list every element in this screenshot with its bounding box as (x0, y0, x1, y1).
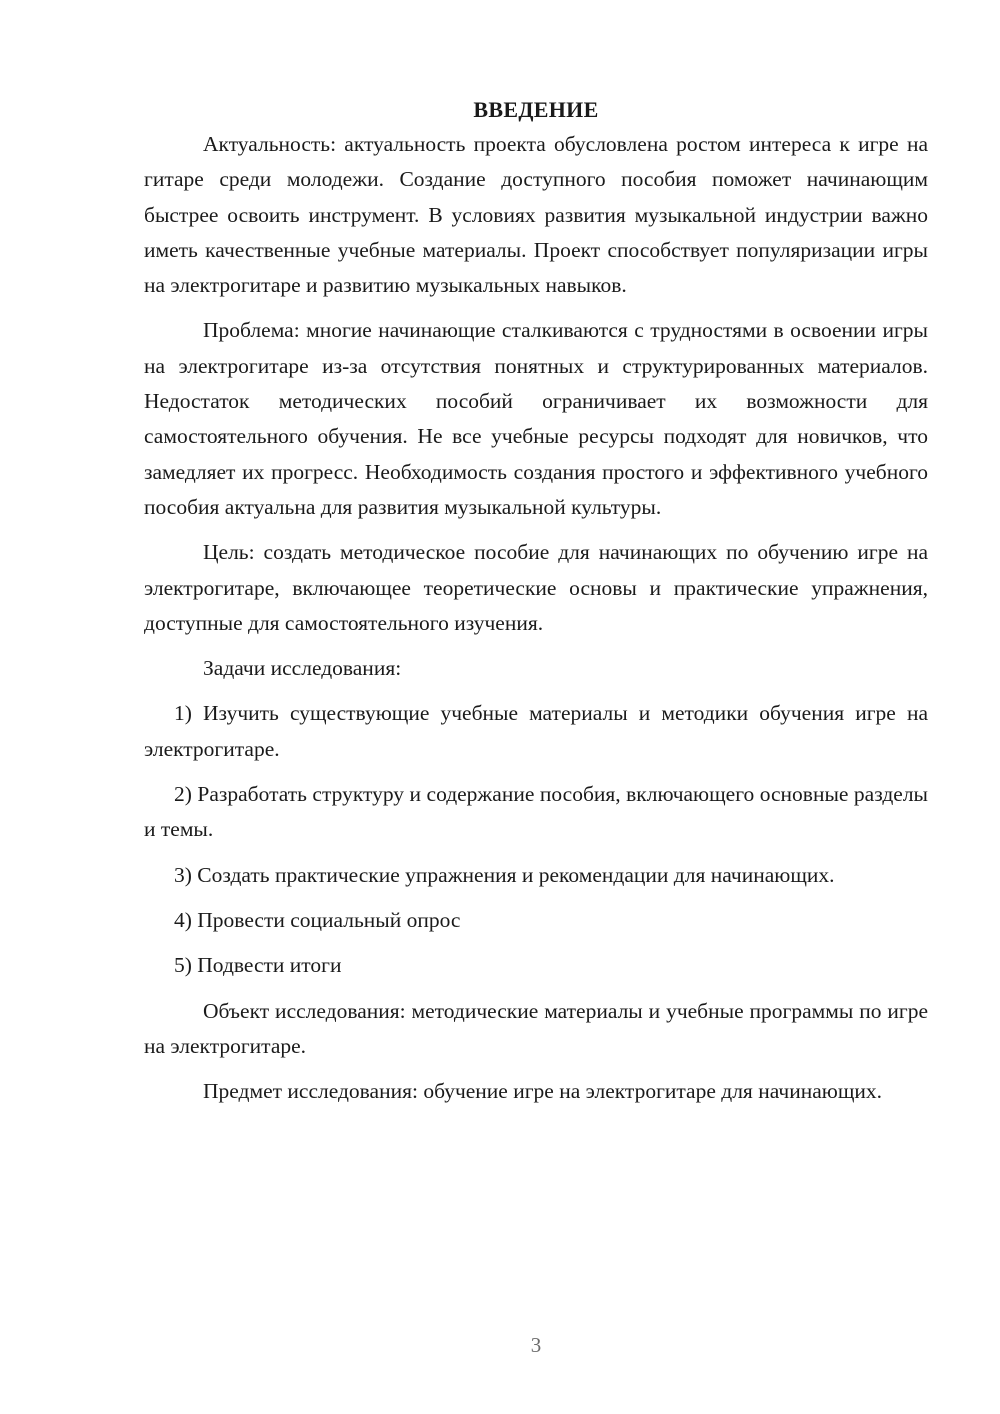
problem-paragraph: Проблема: многие начинающие сталкиваются с трудностями в освоении игры на электрогитаре из-за отсутствия понятных и структурированных материалов. Недостаток методических пособий ограничивает их возможности для самостоятельного обучения. Не все учебные ресурсы подходят для новичков, что замедляет их прогресс. Необходимость создания простого и эффективного учебного пособия актуальна для развития музыкальной культуры. (144, 318, 928, 519)
task-item-5: 5) Подвести итоги (174, 953, 342, 978)
document-page (144, 92, 928, 1119)
subject-paragraph: Предмет исследования: обучение игре на электрогитаре для начинающих. (203, 1079, 883, 1104)
section-title: ВВЕДЕНИЕ (473, 97, 599, 122)
relevance-paragraph: Актуальность: актуальность проекта обусловлена ростом интереса к игре на гитаре среди молодежи. Создание доступного пособия поможет начинающим быстрее освоить инструмент. В условиях развития музыкальной индустрии важно иметь качественные учебные материалы. Проект способствует популяризации игры на электрогитаре и развитию музыкальных навыков. (144, 132, 928, 298)
tasks-heading: Задачи исследования: (203, 656, 402, 681)
task-item-3: 3) Создать практические упражнения и рекомендации для начинающих. (174, 862, 835, 887)
task-item-4: 4) Провести социальный опрос (174, 907, 461, 932)
goal-paragraph: Цель: создать методическое пособие для начинающих по обучению игре на электрогитаре, включающее теоретические основы и практические упражнения, доступные для самостоятельного изучения. (144, 540, 928, 635)
object-paragraph: Объект исследования: методические материалы и учебные программы по игре на электрогитаре. (144, 998, 928, 1058)
task-item-1: 1) Изучить существующие учебные материалы и методики обучения игре на электрогитаре. (144, 701, 928, 761)
task-item-2: 2) Разработать структуру и содержание пособия, включающего основные разделы и темы. (144, 782, 928, 842)
page-number: 3 (530, 1333, 542, 1357)
